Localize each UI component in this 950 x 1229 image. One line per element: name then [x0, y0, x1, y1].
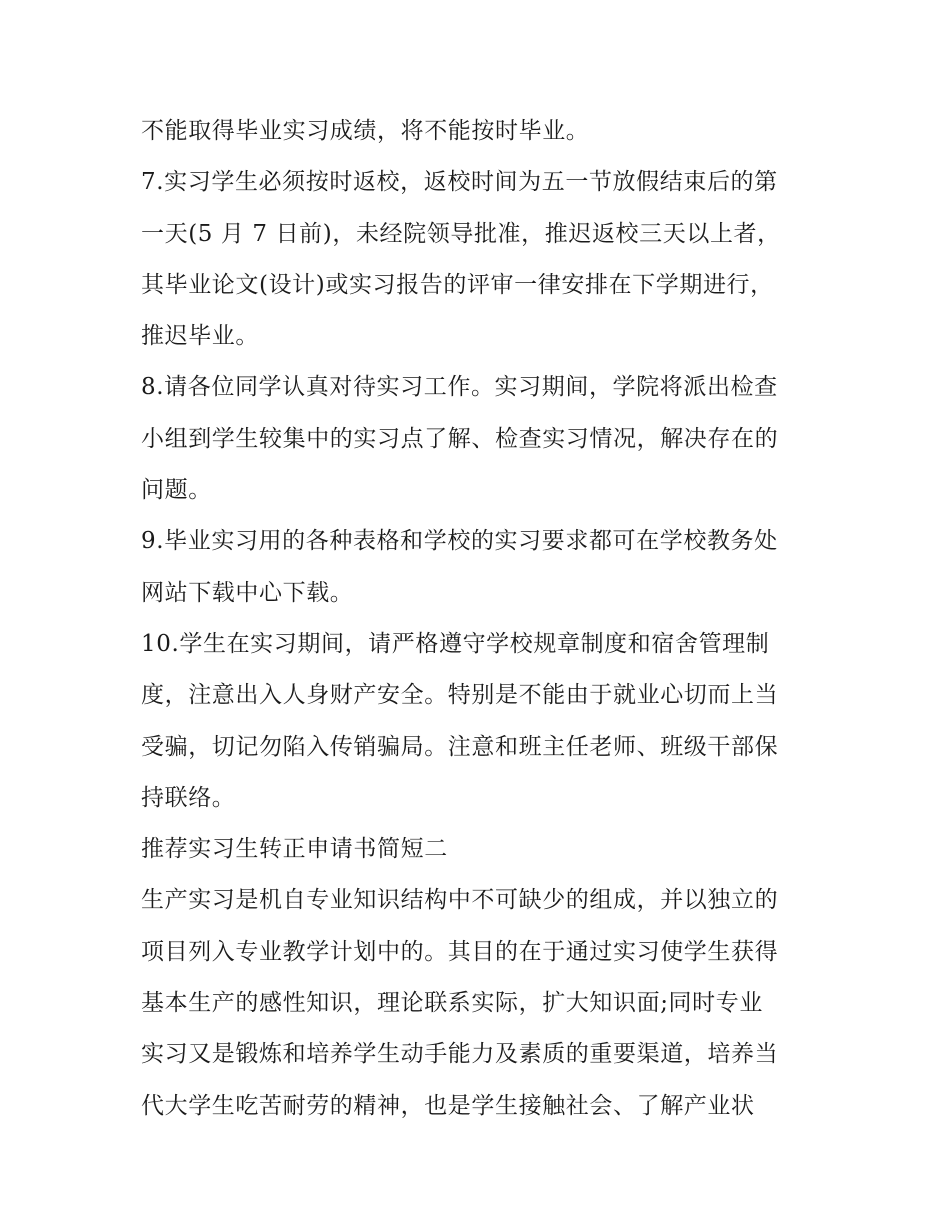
body-text	[141, 106, 821, 1132]
text-line: 10.学生在实习期间，请严格遵守学校规章制度和宿舍管理制	[141, 630, 770, 657]
text-line: 推迟毕业。	[141, 323, 259, 350]
text-line: 问题。	[141, 477, 212, 504]
text-line: 9.毕业实习用的各种表格和学校的实习要求都可在学校教务处	[141, 528, 778, 555]
text-line: 不能取得毕业实习成绩，将不能按时毕业。	[141, 118, 590, 144]
text-line: 一天(5 月 7 日前)，未经院领导批准，推迟返校三天以上者，	[141, 220, 781, 247]
text-line: 项目列入专业教学计划中的。其目的在于通过实习使学生获得	[141, 938, 779, 965]
text-line: 小组到学生较集中的实习点了解、检查实习情况，解决存在的	[141, 425, 779, 452]
section-heading: 推荐实习生转正申请书简短二	[141, 836, 448, 863]
text-line: 基本生产的感性知识，理论联系实际，扩大知识面;同时专业	[141, 990, 763, 1017]
text-line: 生产实习是机自专业知识结构中不可缺少的组成，并以独立的	[141, 887, 779, 914]
text-line: 8.请各位同学认真对待实习工作。实习期间，学院将派出检查	[141, 374, 778, 401]
text-line: 代大学生吃苦耐劳的精神，也是学生接触社会、了解产业状	[141, 1092, 755, 1119]
text-line: 其毕业论文(设计)或实习报告的评审一律安排在下学期进行，	[141, 271, 774, 298]
text-line: 实习又是锻炼和培养学生动手能力及素质的重要渠道，培养当	[141, 1041, 779, 1068]
text-line: 持联络。	[141, 784, 236, 811]
text-line: 受骗，切记勿陷入传销骗局。注意和班主任老师、班级干部保	[141, 733, 779, 760]
text-line: 网站下载中心下载。	[141, 579, 354, 606]
text-line: 度，注意出入人身财产安全。特别是不能由于就业心切而上当	[141, 682, 779, 709]
text-line: 7.实习学生必须按时返校，返校时间为五一节放假结束后的第	[141, 169, 778, 196]
